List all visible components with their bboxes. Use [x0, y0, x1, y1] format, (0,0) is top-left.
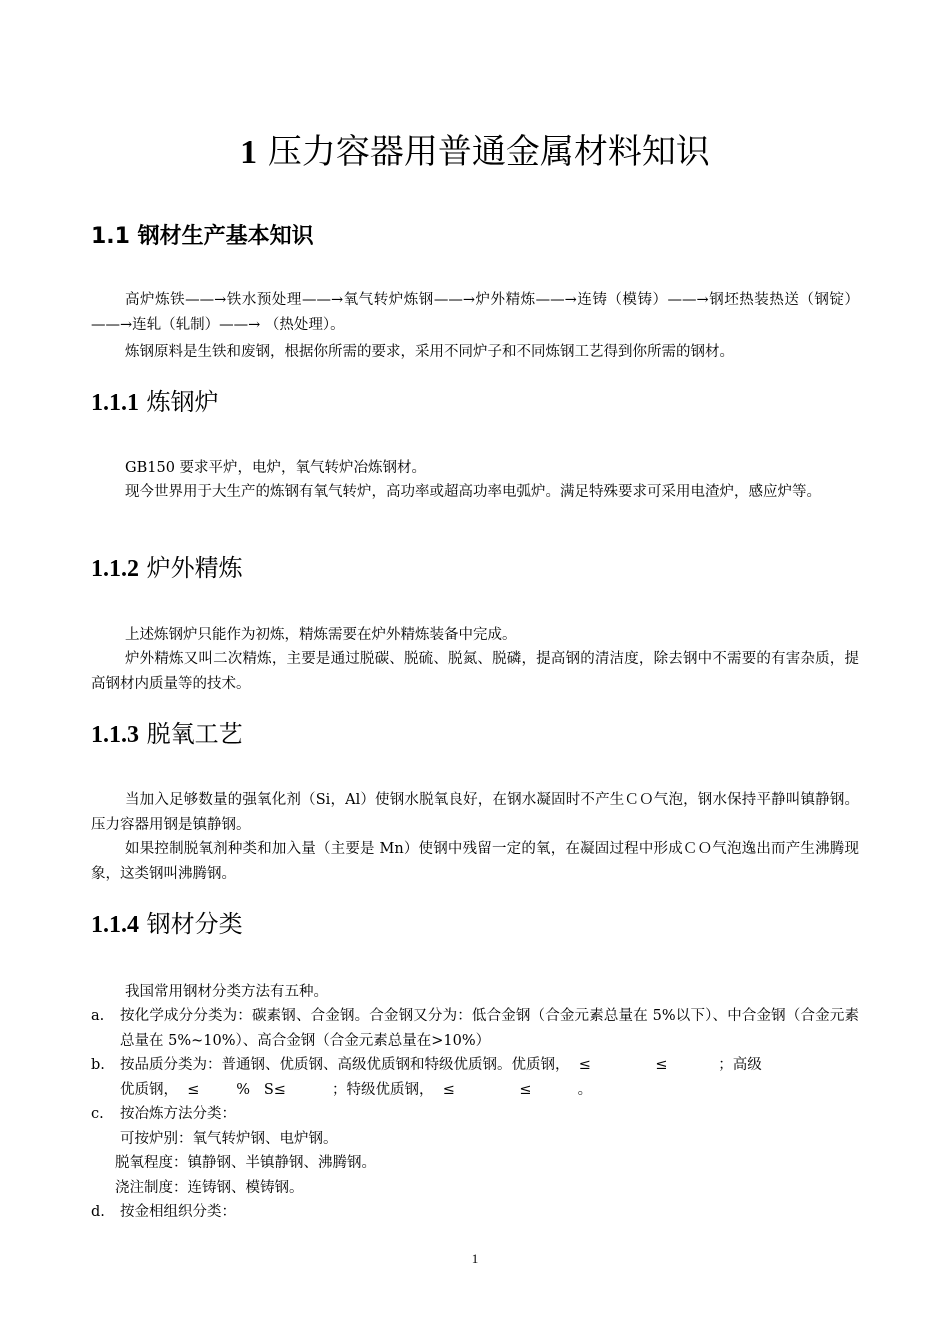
- document-title: [0, 130, 950, 175]
- paragraph-secondary-refining: 炉外精炼又叫二次精炼，主要是通过脱碳、脱硫、脱氮、脱磷，提高钢的清洁度，除去钢中不需要的有害杂质，提高钢材内质量等的技术。: [91, 651, 859, 692]
- paragraph-gb150: GB150 要求平炉，电炉，氧气转炉冶炼钢材。: [125, 460, 427, 476]
- section-heading-1-1-2: [91, 552, 243, 585]
- page-number: 1: [471, 1251, 479, 1266]
- paragraph-furnaces: 现今世界用于大生产的炼钢有氧气转炉，高功率或超高功率电弧炉。满足特殊要求可采用电渣炉，感应炉等。: [125, 484, 821, 500]
- list-item-text: 按冶炼方法分类：: [120, 1106, 236, 1122]
- section-heading-1-1-3: [91, 718, 243, 751]
- section-heading-1-1-4: [91, 908, 243, 941]
- heading-number: 1.1.3: [91, 722, 139, 748]
- section-heading-1-1-1: [91, 386, 219, 419]
- list-item: [91, 1004, 859, 1053]
- heading-number: 1.1.1: [91, 390, 139, 416]
- list-item-text: 按化学成分分类为：碳素钢、合金钢。合金钢又分为：低合金钢（合金元素总量在 5%以下）、中合金钢（合金元素总量在 5%~10%）、高合金钢（合金元素总量在>10%）: [120, 1008, 859, 1049]
- list-item: [91, 1053, 859, 1102]
- heading-text: 脱氧工艺: [146, 720, 243, 748]
- list-item-line: 优质钢， ≤ % S≤ ；特级优质钢， ≤ ≤ 。: [120, 1081, 593, 1098]
- list-marker: c.: [91, 1106, 104, 1122]
- sub-item: 脱氧程度：镇静钢、半镇静钢、沸腾钢。: [115, 1155, 376, 1171]
- list-item-line: 按品质分类为：普通钢、优质钢、高级优质钢和特级优质钢。优质钢， ≤ ≤ ；高级: [120, 1057, 762, 1073]
- sub-item: 浇注制度：连铸钢、模铸钢。: [115, 1179, 304, 1196]
- list-item: [91, 1102, 859, 1127]
- paragraph-rimmed-steel: 如果控制脱氧剂种类和加入量（主要是 Mn）使钢中残留一定的氧，在凝固过程中形成ＣＯ气泡逸出而产生沸腾现象，这类钢叫沸腾钢。: [91, 841, 859, 882]
- classification-list: [91, 1004, 859, 1225]
- heading-text: 炼钢炉: [146, 388, 219, 416]
- list-marker: d.: [91, 1204, 105, 1220]
- paragraph-refining-initial: 上述炼钢炉只能作为初炼，精炼需要在炉外精炼装备中完成。: [125, 627, 517, 643]
- title-number: 1: [240, 134, 258, 171]
- heading-number: 1.1.4: [91, 912, 139, 938]
- list-marker: b.: [91, 1057, 105, 1073]
- section-heading-1-1: 1.1 钢材生产基本知识: [91, 224, 314, 249]
- list-item: [91, 1200, 859, 1225]
- list-marker: a.: [91, 1008, 105, 1024]
- heading-number: 1.1.2: [91, 556, 139, 582]
- list-item-text: [120, 1053, 859, 1102]
- list-item-text: 按金相组织分类：: [120, 1204, 236, 1220]
- paragraph-process-flow: 高炉炼铁——→铁水预处理——→氧气转炉炼钢——→炉外精炼——→连铸（模铸）——→钢坯热装热送（钢锭）——→连轧（轧制）——→ （热处理）。: [91, 292, 859, 333]
- heading-text: 炉外精炼: [146, 554, 243, 582]
- heading-text: 钢材分类: [146, 910, 243, 938]
- title-text: 压力容器用普通金属材料知识: [267, 132, 710, 172]
- sub-item: 可按炉别：氧气转炉钢、电炉钢。: [120, 1130, 338, 1147]
- paragraph-killed-steel: 当加入足够数量的强氧化剂（Si，Al）使钢水脱氧良好，在钢水凝固时不产生ＣＯ气泡，钢水保持平静叫镇静钢。压力容器用钢是镇静钢。: [91, 792, 859, 833]
- paragraph-classification-intro: 我国常用钢材分类方法有五种。: [125, 984, 328, 1000]
- paragraph-raw-materials: 炼钢原料是生铁和废钢，根据你所需的要求，采用不同炉子和不同炼钢工艺得到你所需的钢材。: [125, 344, 734, 360]
